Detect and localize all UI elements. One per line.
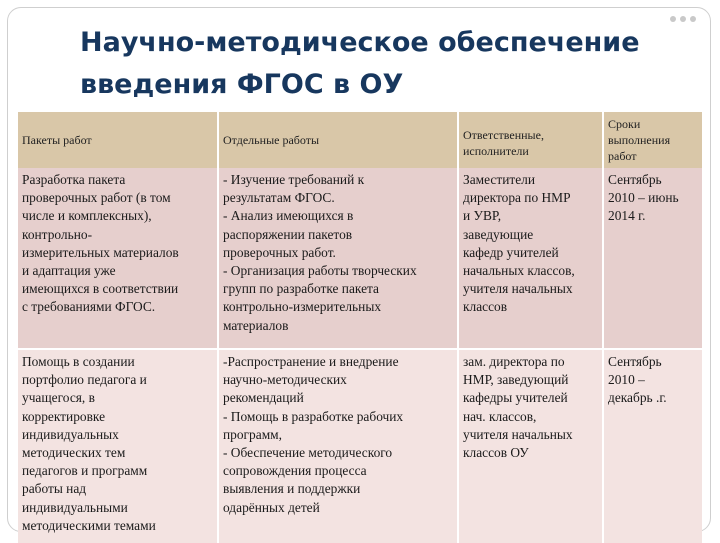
cell-line: материалов xyxy=(223,317,289,333)
cell-line: распоряжении пакетов xyxy=(223,226,353,242)
cell-line: НМР, заведующий xyxy=(463,372,569,388)
cell-line: педагогов и программ xyxy=(22,463,148,479)
cell-line: -Распространение и внедрение xyxy=(223,354,399,369)
cell-deadlines xyxy=(603,349,702,543)
cell-line: корректировке xyxy=(22,408,106,424)
cell-line: классов xyxy=(463,299,508,315)
cell-line: - Организация работы творческих xyxy=(223,263,417,279)
table-row xyxy=(18,349,702,543)
cell-line: 2014 г. xyxy=(608,208,646,224)
cell-line: классов ОУ xyxy=(463,445,529,461)
cell-line: и адаптация уже xyxy=(22,263,116,279)
cell-line: выявления и поддержки xyxy=(223,481,361,497)
cell-packages xyxy=(18,168,218,349)
cell-line: учителя начальных xyxy=(463,281,573,297)
cell-line: контрольно-измерительных xyxy=(223,299,382,315)
title-line-1: Научно-методическое обеспечение xyxy=(80,27,640,58)
cell-line: начальных классов, xyxy=(463,263,575,279)
cell-line: Помощь в создании xyxy=(22,354,135,369)
header-deadlines: Сроки выполнения работ xyxy=(603,112,702,168)
cell-line: 2010 – xyxy=(608,372,645,388)
header-packages: Пакеты работ xyxy=(18,112,218,168)
cell-line: и УВР, xyxy=(463,208,502,224)
cell-line: кафедры учителей xyxy=(463,390,568,406)
cell-line: Сентябрь xyxy=(608,172,662,187)
header-works: Отдельные работы xyxy=(218,112,458,168)
cell-line: - Помощь в разработке рабочих xyxy=(223,408,404,424)
cell-deadlines xyxy=(603,168,702,349)
cell-line: измерительных материалов xyxy=(22,244,179,260)
cell-line: проверочных работ (в том xyxy=(22,190,171,206)
cell-line: числе и комплексных), xyxy=(22,208,152,224)
cell-line: директора по НМР xyxy=(463,190,571,206)
cell-line: методических тем xyxy=(22,445,126,461)
cell-line: с требованиями ФГОС. xyxy=(22,299,156,315)
cell-line: научно-методических xyxy=(223,372,347,388)
title-line-2: введения ФГОС в ОУ xyxy=(80,69,404,100)
cell-line: 2010 – июнь xyxy=(608,190,679,206)
cell-works xyxy=(218,349,458,543)
cell-line: групп по разработке пакета xyxy=(223,281,379,297)
cell-line: Заместители xyxy=(463,172,536,187)
cell-line: методическими темами xyxy=(22,517,156,533)
cell-line: Сентябрь xyxy=(608,354,662,369)
cell-line: одарённых детей xyxy=(223,499,320,515)
cell-line: индивидуальными xyxy=(22,499,128,515)
cell-line: сопровождения процесса xyxy=(223,463,367,479)
cell-responsible xyxy=(458,349,603,543)
work-plan-table xyxy=(18,112,702,543)
slide-title xyxy=(80,22,680,106)
cell-line: - Анализ имеющихся в xyxy=(223,208,354,224)
header-row xyxy=(18,112,702,168)
table-row xyxy=(18,168,702,349)
cell-line: - Изучение требований к xyxy=(223,172,365,187)
cell-line: декабрь .г. xyxy=(608,390,667,406)
cell-line: портфолио педагога и xyxy=(22,372,147,388)
header-responsible: Ответственные, исполнители xyxy=(458,112,603,168)
cell-line: - Обеспечение методического xyxy=(223,445,393,461)
dot-icon xyxy=(690,16,696,22)
cell-line: кафедр учителей xyxy=(463,244,559,260)
cell-line: контрольно- xyxy=(22,226,93,242)
cell-line: работы над xyxy=(22,481,87,497)
dot-icon xyxy=(680,16,686,22)
cell-responsible xyxy=(458,168,603,349)
cell-line: нач. классов, xyxy=(463,408,537,424)
cell-line: программ, xyxy=(223,426,282,442)
cell-line: индивидуальных xyxy=(22,426,119,442)
cell-line: рекомендаций xyxy=(223,390,304,406)
cell-line: учителя начальных xyxy=(463,426,573,442)
cell-works xyxy=(218,168,458,349)
cell-line: проверочных работ. xyxy=(223,244,336,260)
cell-line: имеющихся в соответствии xyxy=(22,281,179,297)
cell-line: зам. директора по xyxy=(463,354,565,369)
cell-line: заведующие xyxy=(463,226,534,242)
cell-line: учащегося, в xyxy=(22,390,95,406)
cell-line: результатам ФГОС. xyxy=(223,190,335,206)
cell-line: Разработка пакета xyxy=(22,172,126,187)
cell-packages xyxy=(18,349,218,543)
